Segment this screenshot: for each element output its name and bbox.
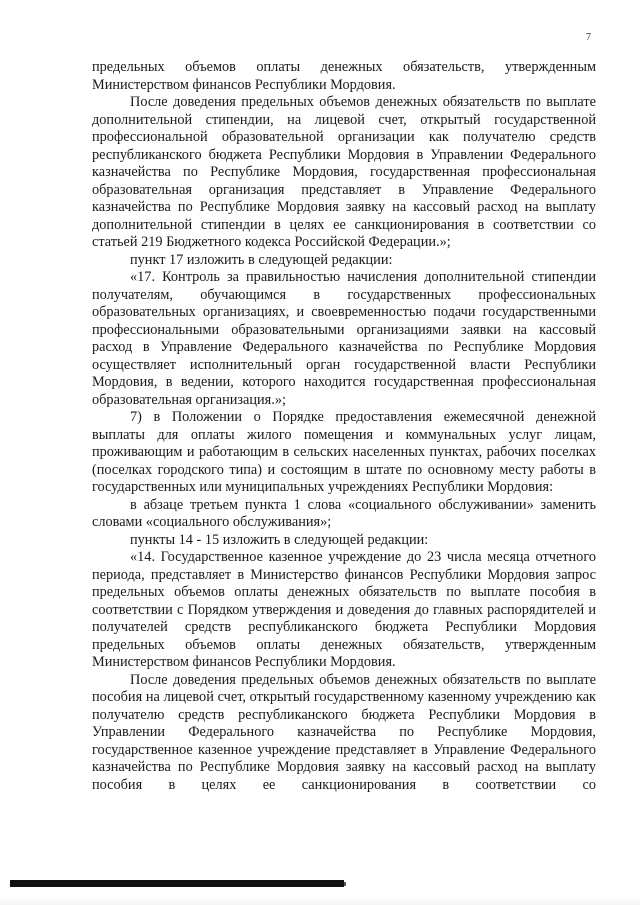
paragraph: пункты 14 - 15 изложить в следующей редакции: bbox=[130, 531, 429, 548]
paragraph: пункт 17 изложить в следующей редакции: bbox=[130, 251, 393, 268]
paragraph: «14. Государственное казенное учреждение до 23 числа месяца отчетного периода, представляет в Министерство финансов Республики Мордовия запрос предельных объемов оплаты денежных обязательств по выплате пособия в соответствии с Порядком утверждения и доведения до главных распорядителей и получателей средств республиканского бюджета Республики Мордовия предельных объемов оплаты денежных обязательств, утвержденным Министерством финансов Республики Мордовия. bbox=[92, 549, 596, 670]
paragraph: «17. Контроль за правильностью начисления дополнительной стипендии получателям, обучающимся в государственных профессиональных образовательных организациях, и своевременностью подачи государственными профессиональными образовательными организациями заявки на кассовый расход в Управление Федерального казначейства по Республике Мордовия осуществляет исполнительный орган государственной власти Республики Мордовия, в ведении, которого находится государственная профессиональная образовательная организация.»; bbox=[92, 269, 596, 408]
paragraph: в абзаце третьем пункта 1 слова «социального обслуживании» заменить словами «социального обслуживания»; bbox=[92, 496, 596, 530]
paragraph: 7) в Положении о Порядке предоставления ежемесячной денежной выплаты для оплаты жилого помещения и коммунальных услуг лицам, проживающим и работающим в сельских населенных пунктах, рабочих поселках (поселках городского типа) и состоящим в штате по основному месту работы в государственных или муниципальных учреждениях Республики Мордовия: bbox=[92, 409, 596, 495]
paragraph: После доведения предельных объемов денежных обязательств по выплате дополнительной стипендии, на лицевой счет, открытый государственной профессиональной образовательной организации как получателю средств республиканского бюджета Республики Мордовия в Управлении Федерального казначейства по Республике Мордовия, государственная профессиональная образовательная организация представляет в Управление Федерального казначейства по Республике Мордовия заявку на кассовый расход на выплату дополнительной стипендии в целях ее санкционирования в соответствии со статьей 219 Бюджетного кодекса Российской Федерации.»; bbox=[92, 94, 596, 250]
paragraph: предельных объемов оплаты денежных обязательств, утвержденным Министерством финансов Республики Мордовия. bbox=[92, 59, 596, 93]
scan-edge-mark bbox=[344, 882, 346, 886]
page-number: 7 bbox=[586, 32, 591, 43]
scan-edge bbox=[0, 896, 640, 905]
document-body bbox=[92, 59, 596, 794]
paragraph: После доведения предельных объемов денежных обязательств по выплате пособия на лицевой счет, открытый государственному казенному учреждению как получателю средств республиканского бюджета Республики Мордовия в Управлении Федерального казначейства по Республике Мордовия, государственное казенное учреждение представляет в Управление Федерального казначейства по Республике Мордовия заявку на кассовый расход на выплату пособия в целях ее санкционирования в соответствии со bbox=[92, 671, 596, 793]
scan-edge-mark bbox=[10, 880, 344, 887]
